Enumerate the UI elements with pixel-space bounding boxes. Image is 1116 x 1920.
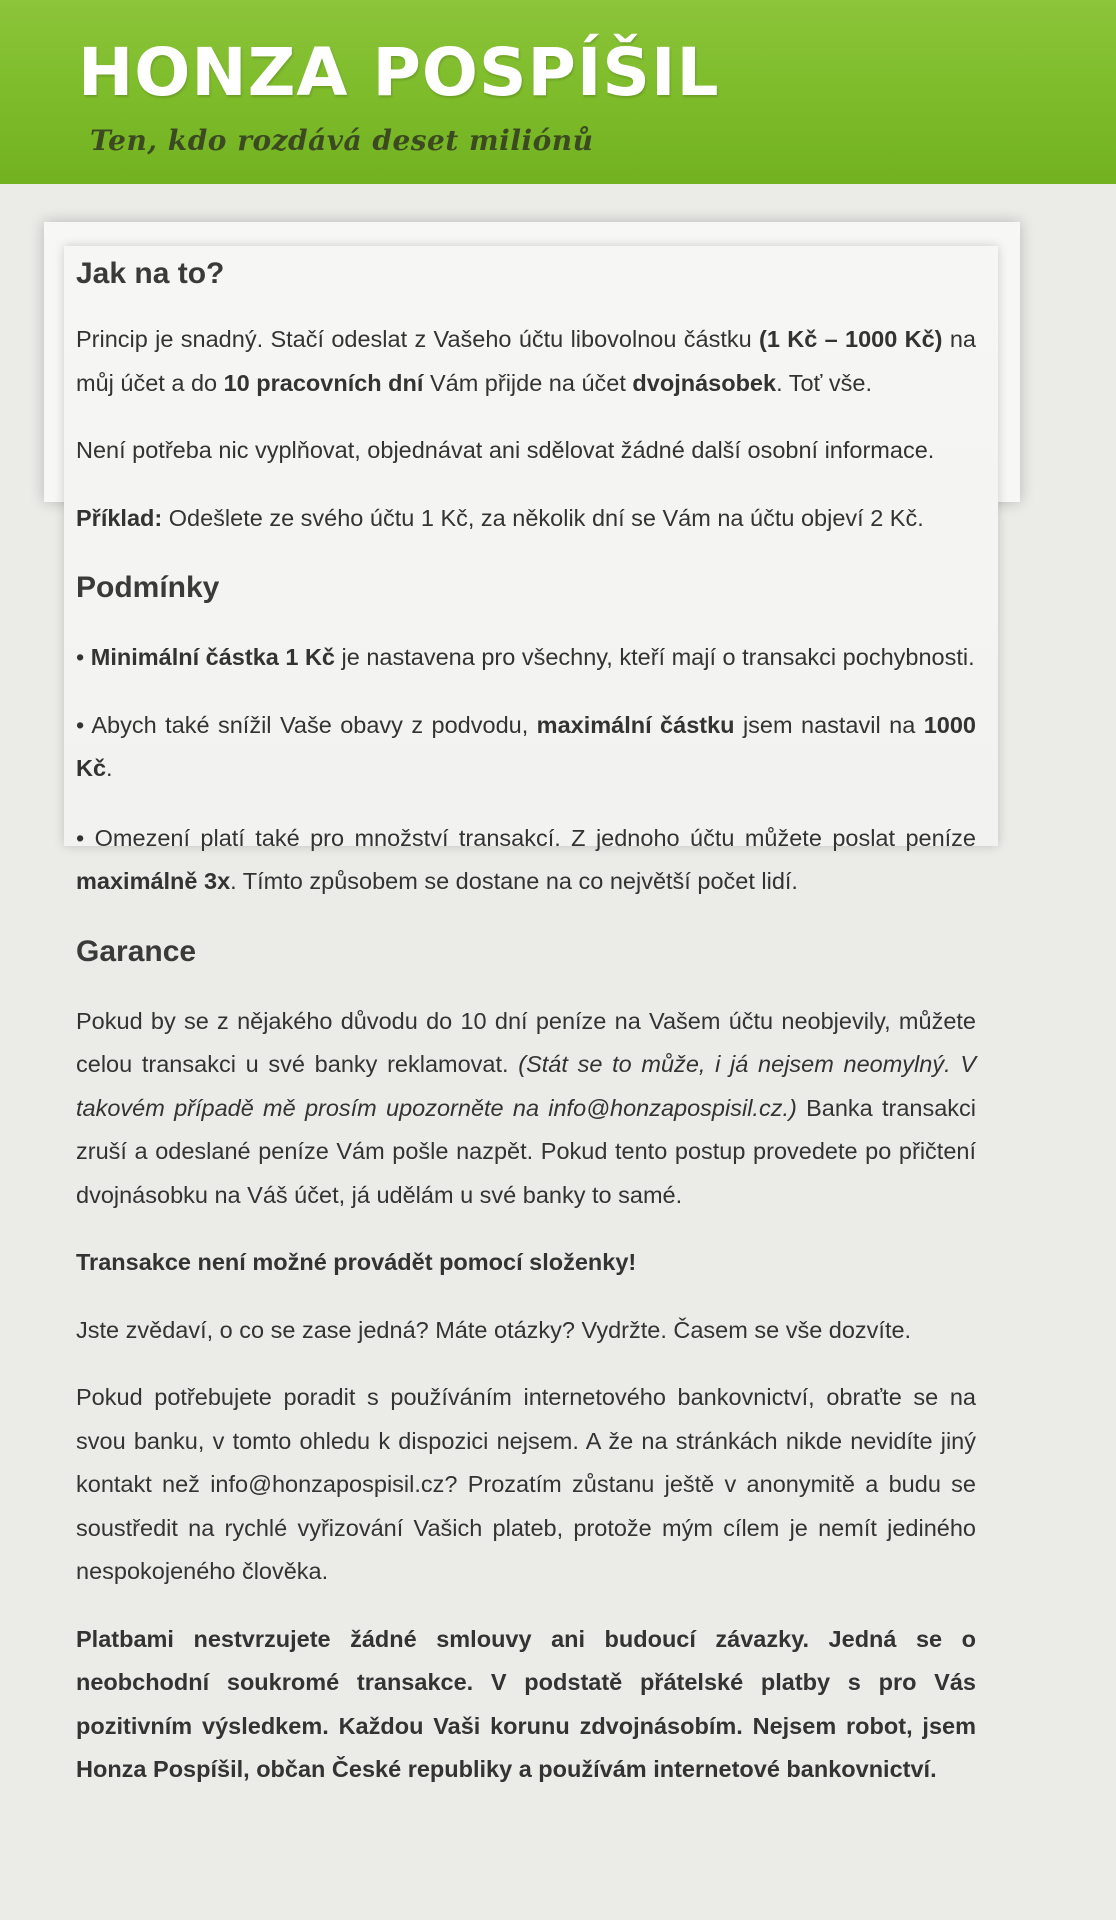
- how-to-paragraph-principle: Princip je snadný. Stačí odeslat z Vašeho účtu libovolnou částku (1 Kč – 1000 Kč) na můj účet a do 10 pracovních dní Vám přijde na účet dvojnásobek. Toť vše.: [76, 326, 976, 396]
- condition-maximum: • Abych také snížil Vaše obavy z podvodu, maximální částku jsem nastavil na 1000 Kč.: [76, 711, 976, 781]
- guarantee-contact-note: (Stát se to může, i já nejsem neomylný. V takovém případě mě prosím upozorněte na info@honzapospisil.cz.): [76, 1051, 976, 1121]
- guarantee-internet-banking-help: Pokud potřebujete poradit s používáním internetového bankovnictví, obraťte se na svou banku, v tomto ohledu k dispozici nejsem. A že na stránkách nikde nevidíte jiný kontakt než info@honzapospisil.cz? Prozatím zůstanu ještě v anonymitě a budu se soustředit na rychlé vyřizování Vašich plateb, protože mým cílem je nemít jediného nespokojeného člověka.: [76, 1384, 976, 1584]
- how-to-paragraph-example: Příklad: Odešlete ze svého účtu 1 Kč, za několik dní se Vám na účtu objeví 2 Kč.: [76, 504, 924, 531]
- condition-minimum: • Minimální částka 1 Kč je nastavena pro všechny, kteří mají o transakci pochybnosti.: [76, 644, 975, 670]
- heading-how-to: Jak na to?: [76, 257, 225, 290]
- site-title[interactable]: HONZA POSPÍŠIL: [78, 34, 720, 111]
- site-tagline: Ten, kdo rozdává deset miliónů: [90, 124, 594, 157]
- heading-conditions: Podmínky: [76, 571, 220, 604]
- guarantee-disclaimer: Platbami nestvrzujete žádné smlouvy ani budoucí závazky. Jedná se o neobchodní soukromé transakce. V podstatě přátelské platby s pro Vás pozitivním výsledkem. Každou Vaši korunu zdvojnásobím. Nejsem robot, jsem Honza Pospíšil, občan České republiky a používám internetové bankovnictví.: [76, 1625, 976, 1782]
- site-header: [0, 0, 1116, 184]
- main-content: [76, 250, 976, 1792]
- condition-transaction-limit: • Omezení platí také pro množství transakcí. Z jednoho účtu můžete poslat peníze maximálně 3x. Tímto způsobem se dostane na co největší počet lidí.: [76, 824, 976, 894]
- guarantee-no-postal-order: Transakce není možné provádět pomocí složenky!: [76, 1249, 637, 1275]
- heading-guarantee: Garance: [76, 934, 197, 968]
- guarantee-paragraph-refund: Pokud by se z nějakého důvodu do 10 dní peníze na Vašem účtu neobjevily, můžete celou transakci u své banky reklamovat. (Stát se to může, i já nejsem neomylný. V takovém případě mě prosím upozorněte na info@honzapospisil.cz.) Banka transakci zruší a odeslané peníze Vám pošle nazpět. Pokud tento postup provedete po přičtení dvojnásobku na Váš účet, já udělám u své banky to samé.: [76, 1007, 976, 1208]
- how-to-paragraph-no-info: Není potřeba nic vyplňovat, objednávat ani sdělovat žádné další osobní informace.: [76, 437, 935, 463]
- guarantee-curious: Jste zvědaví, o co se zase jedná? Máte otázky? Vydržte. Časem se vše dozvíte.: [76, 1316, 912, 1343]
